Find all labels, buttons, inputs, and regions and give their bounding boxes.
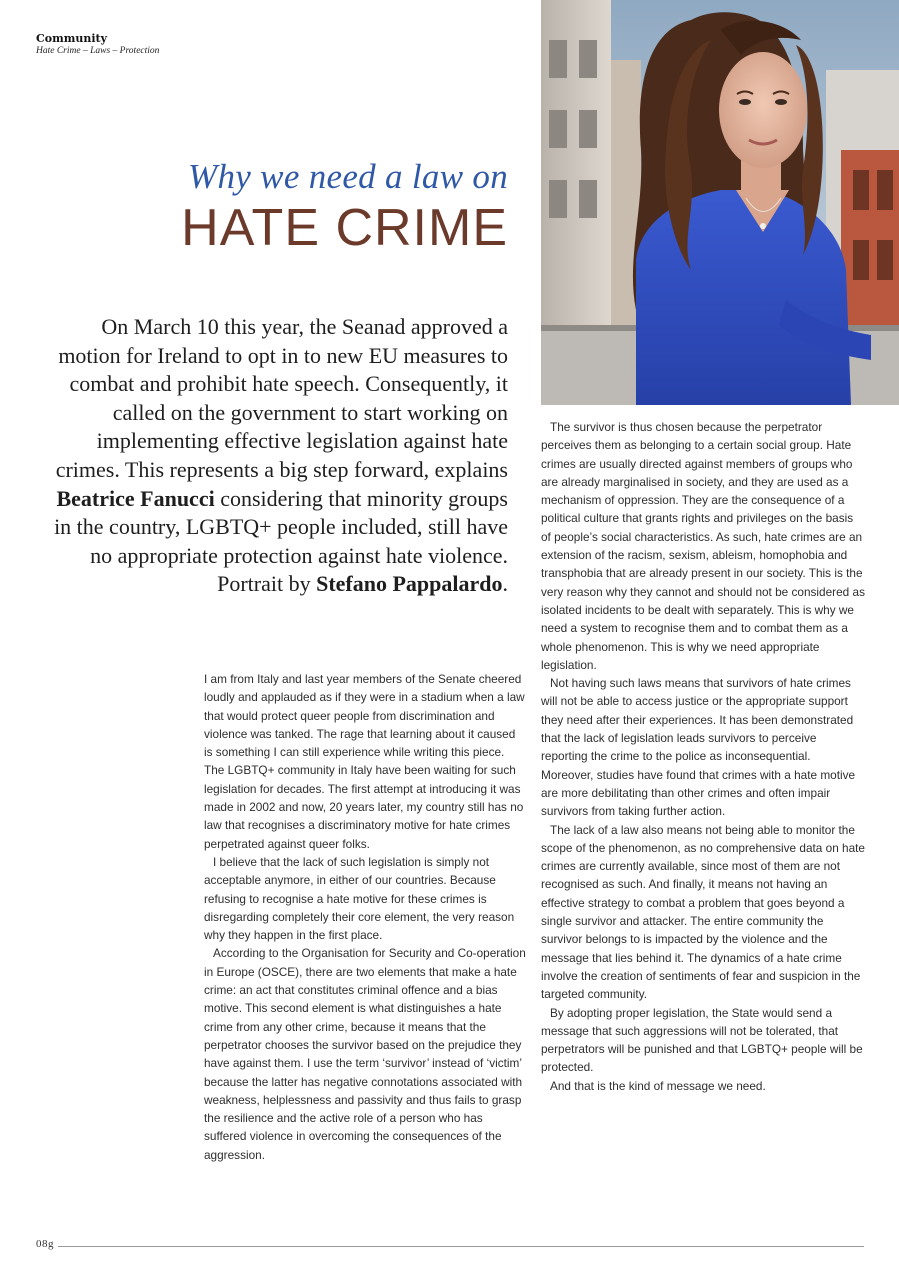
footer-divider: [58, 1246, 864, 1247]
body-paragraph: The lack of a law also means not being able to monitor the scope of the phenomenon, as no comprehensive data on hate crimes are currently available, since most of them are not recognised as such. And finally, it means not having an effective strategy to combat a problem that goes beyond a single survivor and attacker. The entire community the survivor belongs to is impacted by the violence and the message that lies behind it. The dynamics of a hate crime involve the creation of sentiments of fear and suspicion in the targeted community.: [541, 822, 865, 1002]
intro-text-2: considering that minority groups in the country, LGBTQ+ people included, still have no appropriate protection against hate violence. Portrait by: [54, 485, 508, 597]
body-paragraph: The survivor is thus chosen because the perpetrator perceives them as belonging to a certain social group. Hate crimes are usually directed against members of groups who are already marginalised in society, and they are used as a mechanism of oppression. They are the consequence of a political culture that grants rights and privileges on the basis of people’s social characteristics. As such, hate crimes are an extension of the racism, sexism, ableism, homophobia and transphobia that are already present in our society. This is the very reason why they cannot and should not be considered as isolated incidents to be dealt with separately. This is why we need a system to recognise them and to combat them as a whole phenomenon. This is why we need appropriate legislation.: [541, 420, 865, 672]
body-paragraph: By adopting proper legislation, the State would send a message that such aggressions will not be tolerated, that perpetrators will be punished and that LGBTQ+ people will be protected.: [541, 1005, 863, 1075]
intro-text-1: On March 10 this year, the Seanad approved a motion for Ireland to opt in to new EU measures to combat and prohibit hate speech. Consequently, it called on the government to start working on implementing effective legislation against hate crimes. This represents a big step forward, explains: [55, 314, 508, 482]
section-name: Community: [36, 32, 108, 45]
body-paragraph: According to the Organisation for Security and Co-operation in Europe (OSCE), there are two elements that make a hate crime: an act that constitutes criminal offence and a bias motive. This second element is what distinguishes a hate crime from any other crime, because it means that the perpetrator chooses the survivor based on the prejudice they have against them. I use the term ‘survivor’ instead of ‘victim’ because the latter has negative connotations associated with weakness, helplessness and passivity and thus fails to grasp the resilience and the active role of a person who has suffered violence in overcoming the consequences of the aggression.: [204, 946, 526, 1162]
body-column-left: [204, 670, 526, 1164]
intro-text-3: .: [502, 571, 508, 597]
page-number: 08g: [36, 1238, 54, 1250]
intro-author: Beatrice Fanucci: [56, 485, 215, 511]
body-paragraph: I believe that the lack of such legislation is simply not acceptable anymore, in either of our countries. Because refusing to recognise a hate motive for these crimes is disregarding completely their core element, the very reason why they happen in the first place.: [204, 854, 515, 943]
section-subtitle: Hate Crime – Laws – Protection: [36, 46, 160, 56]
body-column-right: [541, 418, 866, 1095]
body-paragraph: Not having such laws means that survivors of hate crimes will not be able to access justice or the appropriate support they need after their experiences. It has been demonstrated that the lack of legislation leads survivors to perceive reporting the crime to the police as inconsequential. Moreover, studies have found that crimes with a hate motive are more debilitating than other crimes and often impair survivors from taking further action.: [541, 676, 856, 819]
intro-photographer: Stefano Pappalardo: [316, 571, 503, 597]
body-paragraph: And that is the kind of message we need.: [550, 1078, 766, 1093]
article-title: [181, 158, 508, 255]
section-header: [36, 32, 159, 56]
body-paragraph: I am from Italy and last year members of the Senate cheered loudly and applauded as if they were in a stadium when a law that would protect queer people from discrimination and violence was tanked. The rage that learning about it caused is something I can still experience while writing this piece. The LGBTQ+ community in Italy have been waiting for such legislation for decades. The first attempt at introducing it was made in 2002 and now, 20 years later, my country still has no law that recognises a discriminatory motive for hate crimes perpetrated against queer folks.: [204, 672, 525, 851]
intro-paragraph: [38, 313, 508, 599]
portrait-photo: [541, 0, 899, 405]
title-kicker: Why we need a law on: [188, 157, 508, 196]
title-main: HATE CRIME: [181, 198, 508, 257]
